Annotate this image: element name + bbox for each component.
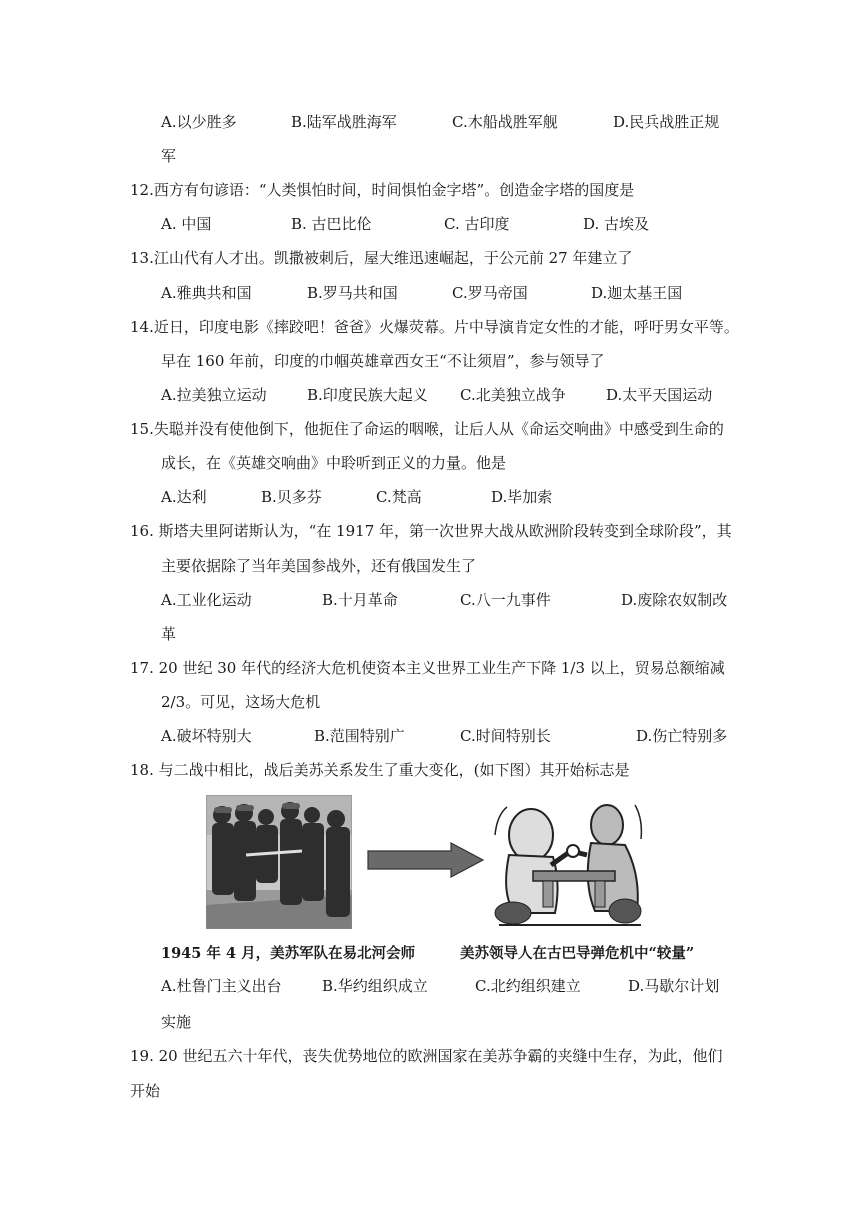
q13-option-d: D.迦太基王国	[591, 284, 683, 302]
q17-stem-line2: 2/3。可见，这场大危机	[161, 693, 321, 711]
q17-option-d: D.伤亡特别多	[636, 727, 728, 745]
q12-option-d: D. 古埃及	[583, 215, 650, 233]
arm-wrestling-cartoon-icon	[491, 795, 647, 935]
q17-stem-line1: 17. 20 世纪 30 年代的经济大危机使资本主义世界工业生产下降 1/3 以上，贸易总额缩减	[130, 659, 725, 677]
q16-option-d-wrap: 革	[161, 625, 177, 643]
q15-stem-line1: 15.失聪并没有使他倒下，他扼住了命运的咽喉，让后人从《命运交响曲》中感受到生命的	[130, 420, 724, 438]
elbe-meeting-photo-icon	[206, 795, 352, 929]
q14-stem-line1: 14.近日，印度电影《摔跤吧！爸爸》火爆荧幕。片中导演肯定女性的才能，呼吁男女平等。	[130, 318, 739, 336]
q14-option-b: B.印度民族大起义	[307, 386, 428, 404]
q18-stem: 18. 与二战中相比，战后美苏关系发生了重大变化，(如下图）其开始标志是	[130, 761, 630, 779]
q11-option-a: A.以少胜多	[161, 113, 237, 131]
q12-option-b: B. 古巴比伦	[291, 215, 372, 233]
q17-option-b: B.范围特别广	[314, 727, 405, 745]
q18-caption-right: 美苏领导人在古巴导弹危机中“较量”	[460, 945, 695, 962]
q16-option-b: B.十月革命	[322, 591, 398, 609]
q14-option-a: A.拉美独立运动	[161, 386, 267, 404]
q18-caption-left: 1945 年 4 月，美苏军队在易北河会师	[161, 945, 416, 962]
q18-option-a: A.杜鲁门主义出台	[161, 977, 282, 995]
q17-option-c: C.时间特别长	[460, 727, 551, 745]
q17-option-a: A.破坏特别大	[161, 727, 252, 745]
q15-option-d: D.毕加索	[491, 488, 553, 506]
right-arrow-icon	[367, 842, 485, 878]
q16-option-a: A.工业化运动	[161, 591, 252, 609]
q11-option-d: D.民兵战胜正规	[613, 113, 720, 131]
q18-option-c: C.北约组织建立	[475, 977, 581, 995]
q14-option-c: C.北美独立战争	[460, 386, 566, 404]
q13-option-c: C.罗马帝国	[452, 284, 528, 302]
q12-option-a: A. 中国	[161, 215, 212, 233]
q11-option-c: C.木船战胜军舰	[452, 113, 558, 131]
q18-option-d: D.马歇尔计划	[628, 977, 720, 995]
q19-stem-line1: 19. 20 世纪五六十年代，丧失优势地位的欧洲国家在美苏争霸的夹缝中生存，为此，他们	[130, 1047, 723, 1065]
q13-option-a: A.雅典共和国	[161, 284, 252, 302]
q12-stem: 12.西方有句谚语：“人类惧怕时间，时间惧怕金字塔”。创造金字塔的国度是	[130, 181, 635, 199]
q14-stem-line2: 早在 160 年前，印度的巾帼英雄章西女王“不让须眉”，参与领导了	[161, 352, 605, 370]
q13-stem: 13.江山代有人才出。凯撒被刺后，屋大维迅速崛起，于公元前 27 年建立了	[130, 249, 633, 267]
q16-stem-line2: 主要依据除了当年美国参战外，还有俄国发生了	[161, 557, 477, 575]
q13-option-b: B.罗马共和国	[307, 284, 398, 302]
q11-option-b: B.陆军战胜海军	[291, 113, 397, 131]
q16-option-d: D.废除农奴制改	[621, 591, 728, 609]
q15-stem-line2: 成长，在《英雄交响曲》中聆听到正义的力量。他是	[161, 454, 507, 472]
q11-option-d-wrap: 军	[161, 147, 177, 165]
q16-option-c: C.八一九事件	[460, 591, 551, 609]
q12-option-c: C. 古印度	[444, 215, 510, 233]
q18-option-b: B.华约组织成立	[322, 977, 428, 995]
q19-stem-line2: 开始	[130, 1082, 161, 1100]
q16-stem-line1: 16. 斯塔夫里阿诺斯认为，“在 1917 年，第一次世界大战从欧洲阶段转变到全球阶段”，其	[130, 522, 732, 540]
q15-option-b: B.贝多芬	[261, 488, 322, 506]
q18-option-d-wrap: 实施	[161, 1013, 192, 1031]
q15-option-c: C.梵高	[376, 488, 422, 506]
q15-option-a: A.达利	[161, 488, 207, 506]
q14-option-d: D.太平天国运动	[606, 386, 713, 404]
